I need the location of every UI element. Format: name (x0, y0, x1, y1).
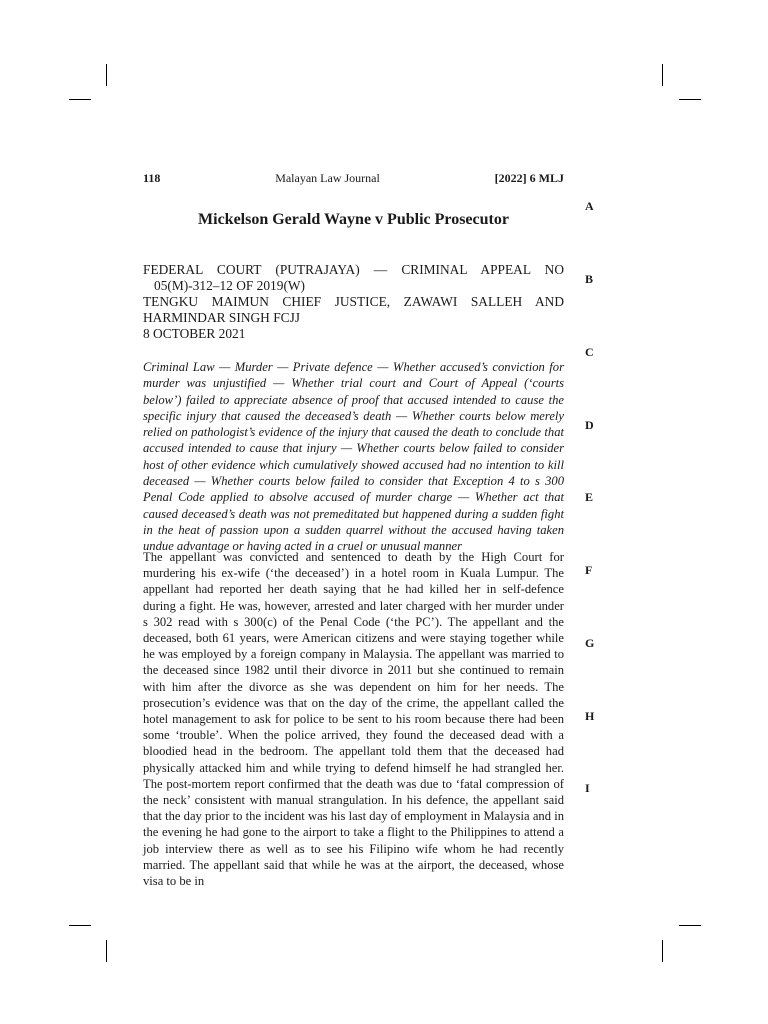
margin-letter: G (585, 636, 595, 650)
margin-letter: I (585, 781, 590, 795)
crop-mark (662, 940, 663, 962)
court-block (143, 262, 564, 342)
judges: TENGKU MAIMUN CHIEF JUSTICE, ZAWAWI SALLEH AND HARMINDAR SINGH FCJJ (143, 294, 564, 325)
catchwords: Criminal Law — Murder — Private defence — Whether accused’s conviction for murder was unjustified — Whether trial court and Court of Appeal (‘courts below’) failed to appreciate absence of proof that accused intended to cause the specific injury that caused the deceased’s death — Whether courts below merely relied on pathologist’s evidence of the injury that caused the death to conclude that accused intended to cause that injury — Whether courts below failed to consider host of other evidence which cumulatively showed accused had no intention to kill deceased — Whether courts below failed to consider that Exception 4 to s 300 Penal Code applied to absolve accused of murder charge — Whether act that caused deceased’s death was not premeditated but happened during a sudden fight in the heat of passion upon a sudden quarrel without the accused having taken undue advantage or having acted in a cruel or unusual manner (143, 360, 564, 554)
margin-letter: E (585, 490, 594, 504)
citation: [2022] 6 MLJ (494, 171, 564, 185)
crop-mark (69, 99, 91, 100)
margin-letter: H (585, 709, 595, 723)
court-name: FEDERAL COURT (PUTRAJAYA) — CRIMINAL APPEAL NO 05(M)-312–12 OF 2019(W) (143, 262, 564, 293)
margin-letter: C (585, 345, 594, 359)
case-title: Mickelson Gerald Wayne v Public Prosecutor (198, 211, 509, 228)
margin-letter: D (585, 418, 594, 432)
running-head (143, 171, 564, 186)
page-number: 118 (143, 171, 161, 185)
journal-name: Malayan Law Journal (275, 171, 380, 185)
headnote-paragraph: The appellant was convicted and sentenced to death by the High Court for murdering his ex-wife (‘the deceased’) in a hotel room in Kuala Lumpur. The appellant had reported her death saying that he had killed her in self-defence during a fight. He was, however, arrested and later charged with her murder under s 302 read with s 300(c) of the Penal Code (‘the PC’). The appellant and the deceased, both 61 years, were American citizens and were staying together while he was employed by a foreign company in Malaysia. The appellant was married to the deceased since 1982 until their divorce in 2011 but she continued to remain with him after the divorce as she was dependent on him for her needs. The prosecution’s evidence was that on the day of the crime, the appellant called the hotel management to ask for police to be sent to his room because there had been some ‘trouble’. When the police arrived, they found the deceased dead with a bloodied head in the bedroom. The appellant told them that the deceased had physically attacked him and while trying to defend himself he had strangled her. The post-mortem report confirmed that the death was due to ‘fatal compression of the neck’ consistent with manual strangulation. In his defence, the appellant said that the day prior to the incident was his last day of employment in Malaysia and in the evening he had gone to the airport to take a flight to the Philippines to attend a job interview there as well as to see his Filipino wife whom he had recently married. The appellant said that while he was at the airport, the deceased, whose visa to be in (143, 550, 564, 889)
crop-mark (69, 925, 91, 926)
margin-letter: B (585, 272, 594, 286)
crop-mark (106, 64, 107, 86)
decision-date: 8 OCTOBER 2021 (143, 326, 246, 341)
margin-letter: F (585, 563, 593, 577)
crop-mark (679, 99, 701, 100)
crop-mark (662, 64, 663, 86)
margin-letter: A (585, 199, 594, 213)
crop-mark (106, 940, 107, 962)
crop-mark (679, 925, 701, 926)
